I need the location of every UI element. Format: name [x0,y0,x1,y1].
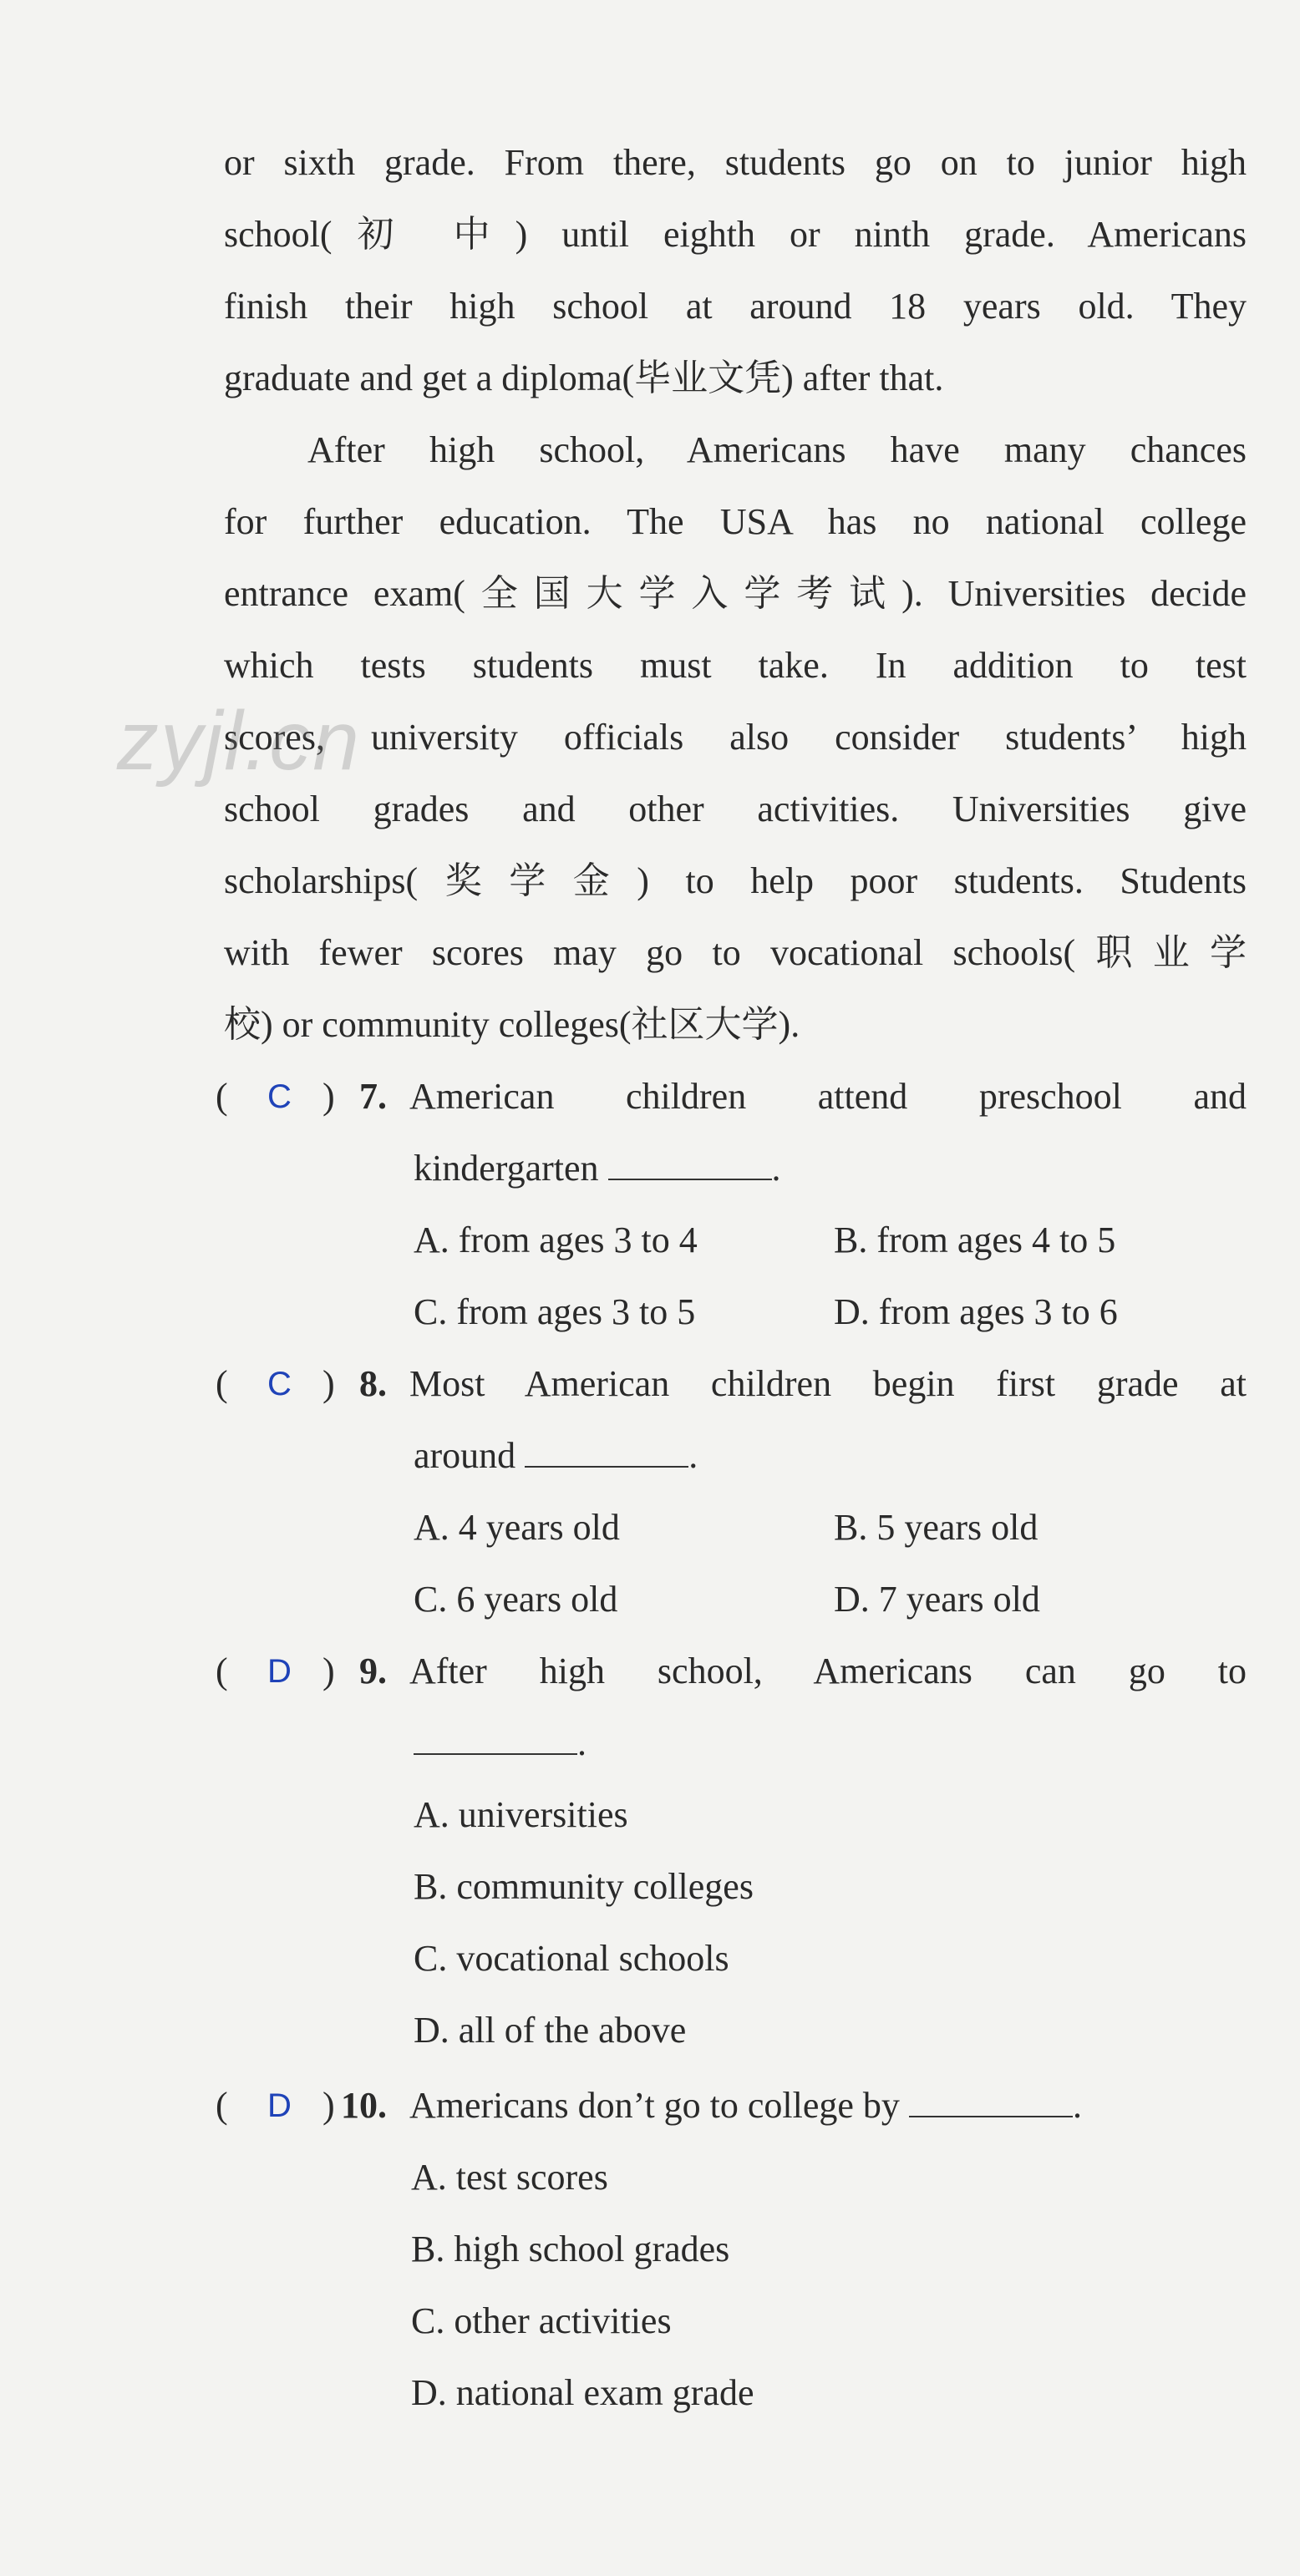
passage-line: scholarships(奖学金) to help poor students. Students [224,860,1247,901]
answer-letter: C [267,1078,292,1115]
passage-line: which tests students must take. In addition to test [224,645,1247,686]
passage-line: school(初 中) until eighth or ninth grade. Americans [224,214,1247,255]
passage-line: graduate and get a diploma(毕业文凭) after that. [224,357,944,398]
option-c: C. 6 years old [414,1579,618,1620]
question-text: American children attend preschool and [409,1076,1247,1117]
option-b: B. from ages 4 to 5 [834,1220,1116,1260]
option-d: D. national exam grade [411,2372,754,2413]
answer-letter: C [267,1366,292,1402]
option-b: B. 5 years old [834,1507,1038,1548]
option-d: D. 7 years old [834,1579,1040,1620]
option-d: D. all of the above [414,2010,687,2051]
option-a: A. universities [414,1794,628,1835]
passage-line: entrance exam(全国大学入学考试). Universities decide [224,573,1247,614]
question-number: 7. [359,1076,387,1117]
passage-line: scores, university officials also consider students’ high [224,717,1247,758]
option-a: A. 4 years old [414,1507,620,1548]
passage-line: finish their high school at around 18 years old. They [224,286,1247,327]
question-text: Most American children begin first grade at [409,1363,1247,1404]
question-number: 8. [359,1363,387,1404]
answer-blank [608,1145,772,1180]
option-c: C. vocational schools [414,1938,729,1979]
worksheet-page: or sixth grade. From there, students go on to junior high school(初 中) until eighth or ninth grade. Americans finish their high school at around 18 years old. They graduate and get a diploma(毕业文凭) after that. After high school, Americans have many chances for further education. The USA has no national college entrance exam(全国大学入学考试). Universities decide which tests students must take. In addition to test scores, university officials also consider students’ high school grades and other activities. Universities give scholarships(奖学金) to help poor students. Students with fewer scores may go to vocational schools(职业学 校) or community colleges(社区大学). zyjl.cn ( C ) 7. American children attend preschool and kindergarten . A. from ages 3 to 4 B. from ages 4 to 5 C. from ages 3 to 5 D. from ages 3 to 6 ( C ) 8. Most American children begin first grade at around . A. 4 years old B. 5 years old C. 6 years old D. 7 years old ( D ) 9. After high school, Americans can go to . A. universities B. community colleges C. vocational schools D. all of the above ( D ) 10. Americans don’t go to college by . A. test scores B. high school grades C. other activities D. national exam grade [0,0,1300,2576]
option-c: C. from ages 3 to 5 [414,1291,696,1332]
answer-blank [414,1720,577,1755]
passage-line: 校) or community colleges(社区大学). [224,1004,800,1045]
answer-letter: D [267,2087,292,2124]
answer-letter: D [267,1653,292,1690]
question-continuation: kindergarten [414,1148,599,1189]
option-b: B. high school grades [411,2229,730,2269]
passage-line: After high school, Americans have many chances [307,429,1247,470]
answer-blank [525,1433,688,1468]
option-c: C. other activities [411,2300,672,2341]
passage-line: school grades and other activities. Universities give [224,789,1247,829]
passage-line: for further education. The USA has no national college [224,501,1247,542]
passage-line: or sixth grade. From there, students go on to junior high [224,142,1247,183]
question-number: 10. [341,2085,387,2126]
option-b: B. community colleges [414,1866,754,1907]
question-continuation: around [414,1435,516,1476]
answer-blank [909,2082,1073,2117]
watermark: zyjl.cn [117,694,361,788]
option-a: A. test scores [411,2157,608,2198]
option-a: A. from ages 3 to 4 [414,1220,698,1260]
question-number: 9. [359,1651,387,1691]
question-text: After high school, Americans can go to [409,1651,1247,1691]
passage-line: with fewer scores may go to vocational schools(职业学 [224,932,1247,973]
option-d: D. from ages 3 to 6 [834,1291,1118,1332]
question-text: Americans don’t go to college by [409,2085,900,2126]
